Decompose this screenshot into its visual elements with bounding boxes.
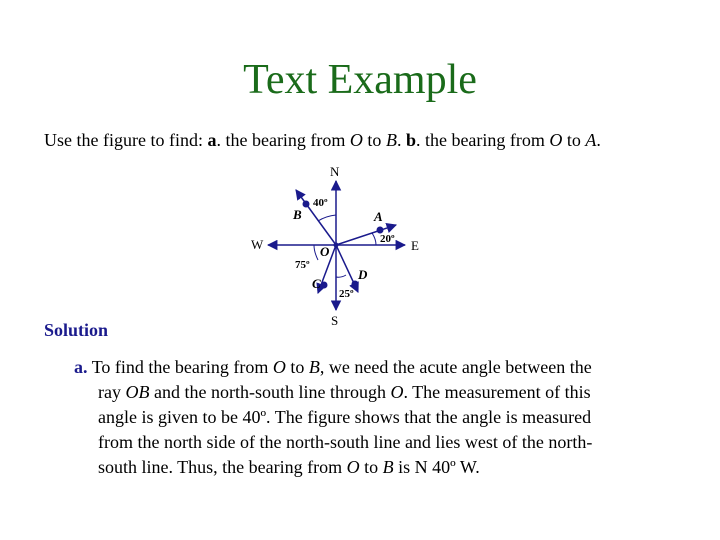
prompt-text: . the bearing from: [216, 130, 350, 150]
west-label: W: [251, 237, 264, 252]
origin-dot: [334, 243, 339, 248]
solution-ray-ob: OB: [125, 382, 150, 402]
solution-text: and the north-south line through: [149, 382, 391, 402]
prompt-text: .: [596, 130, 601, 150]
solution-line-1: [74, 355, 674, 380]
solution-text: ray: [98, 382, 126, 402]
prompt-point-b: B: [385, 130, 397, 150]
angle-arc-a: [372, 233, 376, 245]
angle-label-a: 20º: [380, 233, 395, 245]
angle-arc-b: [318, 215, 336, 221]
solution-point-b: B: [382, 457, 394, 477]
solution-point-o: O: [272, 357, 286, 377]
prompt-point-a: A: [585, 130, 597, 150]
solution-text: . The measurement of this: [403, 382, 591, 402]
angle-label-c: 75º: [295, 259, 310, 271]
solution-line-4: from the north side of the north-south line and lies west of the north-: [98, 432, 593, 452]
solution-point-o: O: [390, 382, 404, 402]
prompt-text: Use the figure to find:: [44, 130, 208, 150]
prompt-text: to: [362, 130, 386, 150]
north-label: N: [330, 164, 340, 179]
east-label: E: [411, 238, 419, 253]
prompt-point-o: O: [549, 130, 563, 150]
solution-line-3: angle is given to be 40º. The figure shows that the angle is measured: [98, 407, 592, 427]
angle-arc-d: [336, 275, 346, 277]
solution-point-b: B: [308, 357, 320, 377]
solution-part-label: a.: [74, 357, 88, 377]
solution-line-2: [74, 380, 674, 405]
slide-title: Text Example: [243, 57, 477, 103]
solution-point-o: O: [346, 457, 360, 477]
solution-text: south line. Thus, the bearing from: [98, 457, 347, 477]
prompt-part-a-label: a: [207, 130, 217, 150]
solution-text: To find the bearing from: [91, 357, 273, 377]
solution-line-5: [74, 455, 674, 480]
point-b-dot: [303, 201, 310, 208]
solution-text: to: [285, 357, 309, 377]
point-a-label: A: [374, 209, 383, 224]
solution-paragraph: [74, 355, 674, 480]
point-d-label: D: [358, 267, 368, 282]
prompt-part-b-label: b: [405, 130, 416, 150]
solution-text: is N 40º W.: [393, 457, 480, 477]
angle-arc-c: [314, 245, 318, 260]
solution-text: to: [359, 457, 383, 477]
south-label: S: [331, 313, 339, 328]
point-b-label: B: [293, 207, 302, 222]
point-c-label: C: [312, 276, 321, 291]
point-c-dot: [321, 282, 328, 289]
solution-text: , we need the acute angle between the: [319, 357, 592, 377]
prompt-text: .: [396, 130, 406, 150]
prompt-point-o: O: [349, 130, 363, 150]
prompt-text: . the bearing from: [415, 130, 550, 150]
angle-label-b: 40º: [313, 197, 328, 209]
angle-label-d: 25º: [339, 288, 354, 300]
origin-label: O: [320, 244, 330, 259]
solution-heading: Solution: [44, 320, 109, 340]
prompt-text: to: [562, 130, 586, 150]
